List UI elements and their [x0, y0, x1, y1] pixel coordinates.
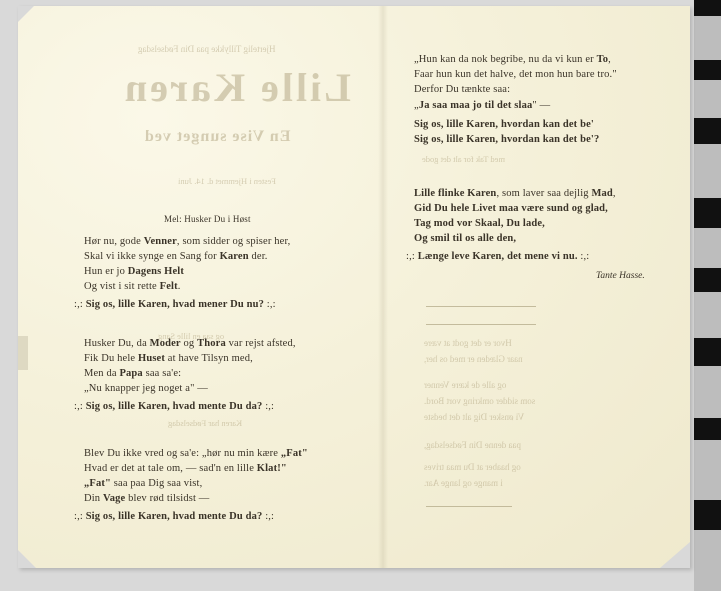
verse-1-line-4: Og vist i sit rette Felt.	[84, 281, 181, 292]
bleed-rule-3	[426, 506, 512, 507]
bleed-misc-line-1: Festen i Hjemmet d. 14. Juni	[178, 176, 276, 186]
bed-marker-5	[694, 118, 721, 144]
verse-3-line-2: Hvad er det at tale om, — sad'n en lille Klat!"	[84, 463, 287, 474]
bleed-title-subline-top: Hjertelig Tillykke paa Din Fødselsdag	[138, 44, 276, 54]
verse-5-line-2: Gid Du hele Livet maa være sund og glad,	[414, 203, 608, 214]
bleed-misc-line-2: og saa en lille Sang	[158, 331, 225, 341]
verse-2-line-1: Husker Du, da Moder og Thora var rejst afsted,	[84, 338, 296, 349]
bed-marker-8	[694, 228, 721, 268]
bleed-right-line-3: naar Glæden er med os her,	[424, 354, 523, 364]
tune-label: Mel: Husker Du i Høst	[164, 214, 251, 224]
verse-3-line-3: „Fat" saa paa Dig saa vist,	[84, 478, 203, 489]
torn-corner-bottom-left	[18, 550, 36, 568]
bleed-rule-2	[426, 324, 536, 325]
bed-marker-12	[694, 366, 721, 418]
paper-sheet	[18, 6, 690, 568]
verse-3-line-1: Blev Du ikke vred og sa'e: „hør nu min kære „Fat"	[84, 448, 308, 459]
bleed-right-line-5: som sidder omkring vort Bord.	[424, 396, 536, 406]
bed-marker-7	[694, 198, 721, 228]
verse-5-line-1: Lille flinke Karen, som laver saa dejlig Mad,	[414, 188, 616, 199]
bleed-right-line-1: med Tak for alt det gode	[422, 154, 506, 164]
bed-marker-9	[694, 268, 721, 292]
verse-2-line-2: Fik Du hele Huset at have Tilsyn med,	[84, 353, 253, 364]
verse-4-line-1: „Hun kan da nok begribe, nu da vi kun er To,	[414, 54, 611, 65]
bed-marker-15	[694, 500, 721, 530]
bleed-rule-1	[426, 306, 536, 307]
bed-marker-16	[694, 530, 721, 591]
bed-marker-6	[694, 144, 721, 198]
paper-edge-notch	[18, 336, 28, 370]
verse-5-line-4: Og smil til os alle den,	[414, 233, 517, 244]
bleed-right-line-9: i mange og lange Aar.	[424, 478, 503, 488]
verse-2-line-3: Men da Papa saa sa'e:	[84, 368, 182, 379]
verse-4-line-4: „Ja saa maa jo til det slaa" —	[414, 100, 551, 111]
verse-1-line-2: Skal vi ikke synge en Sang for Karen der.	[84, 251, 268, 262]
bed-marker-11	[694, 338, 721, 366]
signature: Tante Hasse.	[596, 271, 645, 281]
torn-corner-top-left	[18, 6, 34, 22]
bleed-title-main: Lille Karen	[122, 65, 351, 110]
bed-marker-3	[694, 60, 721, 80]
bed-marker-1	[694, 0, 721, 16]
bed-marker-4	[694, 80, 721, 118]
verse-5-line-3: Tag mod vor Skaal, Du lade,	[414, 218, 545, 229]
bleed-right-line-2: Hvor er det godt at være	[424, 338, 512, 348]
verse-4-line-6: Sig os, lille Karen, hvordan kan det be'?	[414, 134, 600, 145]
bed-marker-14	[694, 440, 721, 500]
bleed-right-line-6: Vi ønsker Dig alt det bedste	[424, 412, 525, 422]
verse-2-line-4: „Nu knapper jeg noget a" —	[84, 383, 208, 394]
left-column	[38, 6, 374, 568]
right-column	[396, 6, 676, 568]
bed-marker-2	[694, 16, 721, 60]
verse-5-line-5: :,: Længe leve Karen, det mene vi nu. :,:	[406, 251, 590, 262]
verse-4-line-2: Faar hun kun det halve, det mon hun bare tro."	[414, 69, 617, 80]
paper-fold-gutter	[378, 6, 388, 568]
verse-1-line-5: :,: Sig os, lille Karen, hvad mener Du nu? :,:	[74, 299, 276, 310]
verse-2-line-5: :,: Sig os, lille Karen, hvad mente Du da? :,:	[74, 401, 275, 412]
bed-marker-13	[694, 418, 721, 440]
verse-1-line-1: Hør nu, gode Venner, som sidder og spiser her,	[84, 236, 291, 247]
bleed-title-sub: En Vise sunget ved	[144, 128, 291, 145]
verse-1-line-3: Hun er jo Dagens Helt	[84, 266, 184, 277]
bleed-right-line-8: og haaber at Du maa trives	[424, 462, 521, 472]
bleed-right-line-4: og alle de kære Venner	[424, 380, 507, 390]
verse-4-line-5: Sig os, lille Karen, hvordan kan det be'	[414, 119, 594, 130]
bleed-misc-line-3: Karen har Fødselsdag	[168, 418, 243, 428]
bed-marker-10	[694, 292, 721, 338]
verse-4-line-3: Derfor Du tænkte saa:	[414, 84, 511, 95]
verse-3-line-5: :,: Sig os, lille Karen, hvad mente Du da? :,:	[74, 511, 275, 522]
verse-3-line-4: Din Vage blev rød tilsidst —	[84, 493, 210, 504]
bleed-right-line-7: paa denne Din Fødselsdag,	[424, 440, 521, 450]
